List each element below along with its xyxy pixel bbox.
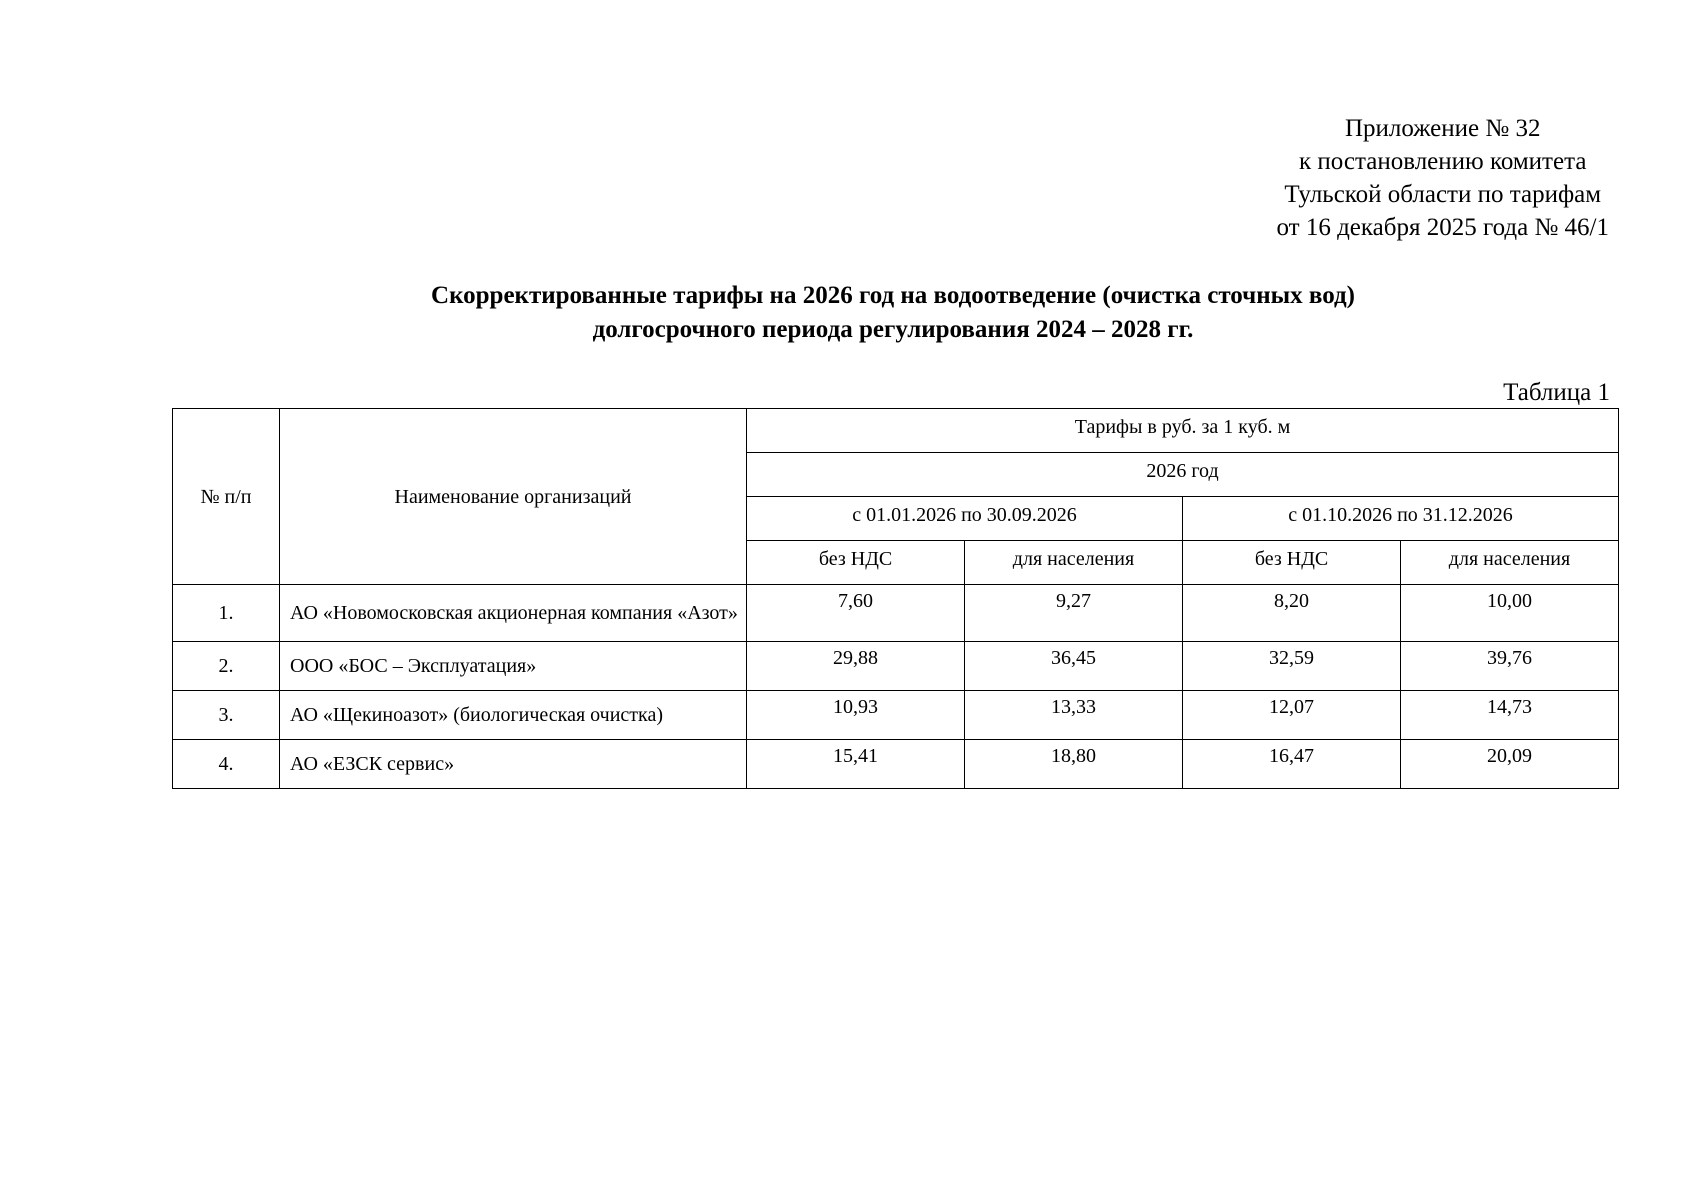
row-number: 2. bbox=[173, 642, 280, 691]
tariff-p2-no-vat: 32,59 bbox=[1183, 642, 1401, 691]
organization-name: ООО «БОС – Эксплуатация» bbox=[280, 642, 747, 691]
organization-name: АО «Щекиноазот» (биологическая очистка) bbox=[280, 691, 747, 740]
row-number: 4. bbox=[173, 740, 280, 789]
tariff-p2-no-vat: 12,07 bbox=[1183, 691, 1401, 740]
tariff-p1-population: 36,45 bbox=[965, 642, 1183, 691]
tariff-p2-population: 39,76 bbox=[1401, 642, 1619, 691]
appendix-number: Приложение № 32 bbox=[1344, 115, 1541, 142]
tariff-p1-no-vat: 15,41 bbox=[747, 740, 965, 789]
tariff-p1-population: 18,80 bbox=[965, 740, 1183, 789]
appendix-block bbox=[1276, 112, 1609, 244]
appendix-date: от 16 декабря 2025 года № 46/1 bbox=[1276, 214, 1609, 241]
table-row bbox=[173, 585, 1619, 642]
tariff-p2-population: 10,00 bbox=[1401, 585, 1619, 642]
row-number: 3. bbox=[173, 691, 280, 740]
appendix-committee: Тульской области по тарифам bbox=[1284, 181, 1602, 208]
tariff-p1-population: 13,33 bbox=[965, 691, 1183, 740]
header-p2-no-vat: без НДС bbox=[1183, 541, 1401, 585]
title-line-2: долгосрочного периода регулирования 2024 – 2028 гг. bbox=[592, 316, 1194, 343]
header-p2-population: для населения bbox=[1401, 541, 1619, 585]
organization-name: АО «ЕЗСК сервис» bbox=[280, 740, 747, 789]
organization-name: АО «Новомосковская акционерная компания «Азот» bbox=[280, 585, 747, 642]
header-p1-population: для населения bbox=[965, 541, 1183, 585]
table-row bbox=[173, 691, 1619, 740]
tariffs-table bbox=[172, 408, 1619, 789]
tariff-p2-population: 14,73 bbox=[1401, 691, 1619, 740]
row-number: 1. bbox=[173, 585, 280, 642]
table-row bbox=[173, 642, 1619, 691]
header-period-1: с 01.01.2026 по 30.09.2026 bbox=[747, 497, 1183, 541]
tariff-p2-no-vat: 16,47 bbox=[1183, 740, 1401, 789]
table-label: Таблица 1 bbox=[1503, 379, 1610, 406]
header-number: № п/п bbox=[173, 409, 280, 585]
tariff-p1-no-vat: 7,60 bbox=[747, 585, 965, 642]
appendix-resolution-ref: к постановлению комитета bbox=[1299, 148, 1587, 175]
header-tariffs-group: Тарифы в руб. за 1 куб. м bbox=[747, 409, 1619, 453]
tariff-p2-no-vat: 8,20 bbox=[1183, 585, 1401, 642]
title-line-1: Скорректированные тарифы на 2026 год на водоотведение (очистка сточных вод) bbox=[431, 282, 1355, 309]
tariff-p1-no-vat: 29,88 bbox=[747, 642, 965, 691]
header-organization-name: Наименование организаций bbox=[280, 409, 747, 585]
tariff-p2-population: 20,09 bbox=[1401, 740, 1619, 789]
table-row bbox=[173, 740, 1619, 789]
tariff-p1-no-vat: 10,93 bbox=[747, 691, 965, 740]
document-title bbox=[0, 279, 1697, 347]
tariff-p1-population: 9,27 bbox=[965, 585, 1183, 642]
header-period-2: с 01.10.2026 по 31.12.2026 bbox=[1183, 497, 1619, 541]
header-year: 2026 год bbox=[747, 453, 1619, 497]
header-p1-no-vat: без НДС bbox=[747, 541, 965, 585]
